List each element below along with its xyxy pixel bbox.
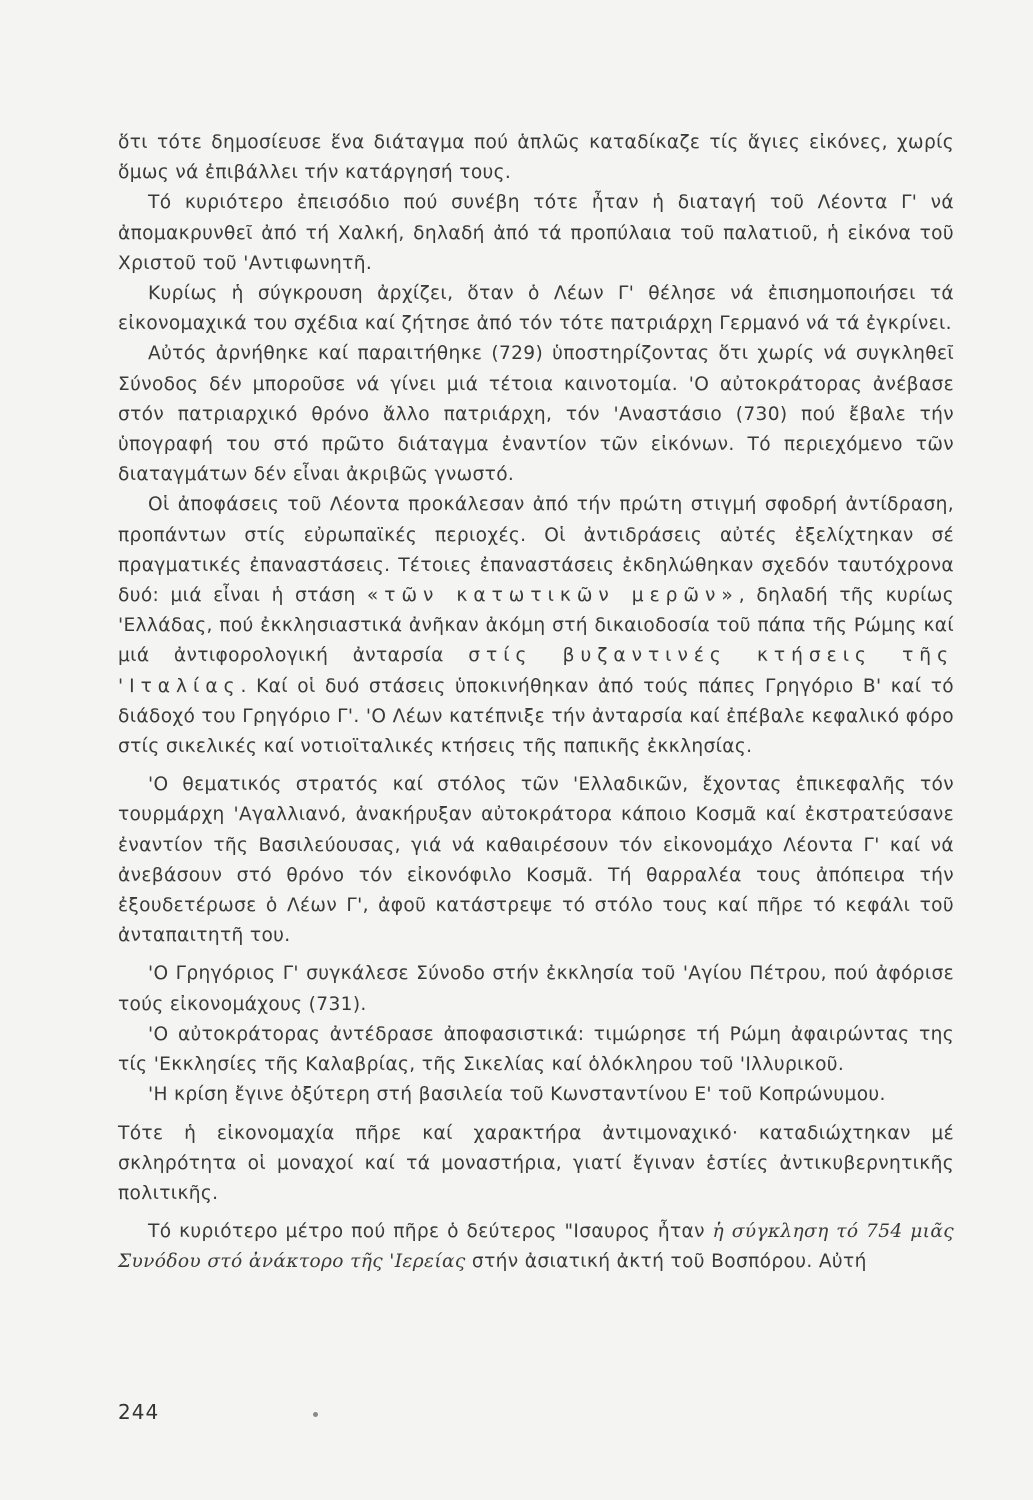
text-run: 'Η κρίση ἔγινε ὀξύτερη στή βασιλεία τοῦ Κωνσταντίνου Ε' τοῦ Κοπρώνυμου. <box>148 1084 886 1106</box>
paragraph-5 <box>118 490 954 762</box>
scan-speck <box>313 1412 318 1417</box>
text-run: 'Ο θεματικός στρατός καί στόλος τῶν 'Ελλαδικῶν, ἔχοντας ἐπικεφαλῆς τόν τουρμάρχη 'Αγαλλιανό, ἀνακήρυξαν αὐτοκράτορα κάποιο Κοσμᾶ καί ἐκστρατεύσανε ἐναντίον τῆς Βασιλεύουσας, γιά νά καθαιρέσουν τόν εἰκονομάχο Λέοντα Γ' καί νά ἀνεβάσουν στό θρόνο τόν εἰκονόφιλο Κοσμᾶ. Τή θαρραλέα τους ἀπόπειρα τήν ἐξουδετέρωσε ὁ Λέων Γ', ἀφοῦ κατάστρεψε τό στόλο τους καί πῆρε τό κεφάλι τοῦ ἀνταπαιτητῆ του. <box>118 774 954 947</box>
page-number: 244 <box>118 1400 160 1424</box>
paragraph-10 <box>118 1119 954 1210</box>
text-run: Τότε ἡ εἰκονομαχία πῆρε καί χαρακτήρα ἀντιμοναχικό· καταδιώχτηκαν μέ σκληρότητα οἱ μοναχοί καί τά μοναστήρια, γιατί ἔγιναν ἑστίες ἀντικυβερνητικῆς πολιτικῆς. <box>118 1122 954 1204</box>
paragraph-3 <box>118 279 954 339</box>
text-run: ὅτι τότε δημοσίευσε ἕνα διάταγμα πού ἁπλῶς καταδίκαζε τίς ἅγιες εἰκόνες, χωρίς ὅμως νά ἐπιβάλλει τήν κατάργησή τους. <box>118 132 954 184</box>
text-run: 'Ο αὐτοκράτορας ἀντέδρασε ἀποφασιστικά: τιμώρησε τή Ρώμη ἀφαιρώντας της τίς 'Εκκλησίες τῆς Καλαβρίας, τῆς Σικελίας καί ὁλόκληρου τοῦ 'Ιλλυρικοῦ. <box>118 1023 954 1076</box>
text-run: Τό κυριότερο ἐπεισόδιο πού συνέβη τότε ἦταν ἡ διαταγή τοῦ Λέοντα Γ' νά ἀπομακρυνθεῖ ἀπό τή Χαλκή, δηλαδή ἀπό τά προπύλαια τοῦ παλατιοῦ, ἡ εἰκόνα τοῦ Χριστοῦ τοῦ 'Αντιφωνητῆ. <box>118 192 954 274</box>
text-run: 'Ο Γρηγόριος Γ' συγκάλεσε Σύνοδο στήν ἐκκλησία τοῦ 'Αγίου Πέτρου, πού ἀφόρισε τούς εἰκονομάχους (731). <box>118 963 954 1015</box>
italic-text-run: ἡ σύγκληση τό 754 μιᾶς Συνόδου στό ἀνάκτορο τῆς 'Ιερείας <box>118 1221 954 1273</box>
paragraph-11 <box>118 1217 954 1277</box>
text-run: Οἱ ἀποφάσεις τοῦ Λέοντα προκάλεσαν ἀπό τήν πρώτη στιγμή σφοδρή ἀντίδραση, προπάντων στίς εὐρωπαϊκές περιοχές. Οἱ ἀντιδράσεις αὐτές ἐξελίχτηκαν σέ πραγματικές ἐπαναστάσεις. Τέτοιες ἐπαναστάσεις ἐκδηλώθηκαν σχεδόν ταυτόχρονα δυό: μιά εἶναι ἡ στάση <box>118 494 954 607</box>
text-run: Αὐτός ἀρνήθηκε καί παραιτήθηκε (729) ὑποστηρίζοντας ὅτι χωρίς νά συγκληθεῖ Σύνοδος δέν μποροῦσε νά γίνει μιά τέτοια καινοτομία. 'Ο αὐτοκράτορας ἀνέβασε στόν πατριαρχικό θρόνο ἄλλο πατριάρχη, τόν 'Αναστάσιο (730) πού ἔβαλε τήν ὑπογραφή του στό πρῶτο διάταγμα ἐναντίον τῶν εἰκόνων. Τό περιεχόμενο τῶν διαταγμάτων δέν εἶναι ἀκριβῶς γνωστό. <box>118 343 954 486</box>
paragraph-2 <box>118 188 954 279</box>
text-run: Κυρίως ἡ σύγκρουση ἀρχίζει, ὅταν ὁ Λέων Γ' θέλησε νά ἐπισημοποιήσει τά εἰκονομαχικά του σχέδια καί ζήτησε ἀπό τόν τότε πατριάρχη Γερμανό νά τά ἐγκρίνει. <box>118 283 954 335</box>
paragraph-4 <box>118 339 954 490</box>
paragraph-9 <box>118 1080 954 1110</box>
paragraph-6 <box>118 770 954 951</box>
body-text <box>118 128 954 1278</box>
paragraph-8 <box>118 1020 954 1080</box>
spaced-text-run: στίς βυζαντινές κτήσεις τῆς 'Ιταλίας <box>118 645 954 697</box>
text-run: . Καί οἱ δυό στάσεις ὑποκινήθηκαν ἀπό τούς πάπες Γρηγόριο Β' καί τό διάδοχό του Γρηγόριο Γ'. 'Ο Λέων κατέπνιξε τήν ἀνταρσία καί ἐπέβαλε κεφαλικό φόρο στίς σικελικές καί νοτιοϊταλικές κτήσεις τῆς παπικῆς ἐκκλησίας. <box>118 675 954 758</box>
paragraph-7 <box>118 959 954 1019</box>
text-run: Τό κυριότερο μέτρο πού πῆρε ὁ δεύτερος "Ισαυρος ἦταν <box>148 1221 713 1243</box>
spaced-text-run: «τῶν κατωτικῶν μερῶν» <box>366 585 739 607</box>
text-run: στήν ἀσιατική ἀκτή τοῦ Βοσπόρου. Αὐτή <box>465 1251 867 1273</box>
text-run: , δηλαδή τῆς κυρίως 'Ελλάδας, πού ἐκκλησιαστικά ἀνῆκαν ἀκόμη στή δικαιοδοσία τοῦ πάπα τῆς Ρώμης καί μιά ἀντιφορολογική ἀνταρσία <box>118 585 954 667</box>
paragraph-1 <box>118 128 954 188</box>
